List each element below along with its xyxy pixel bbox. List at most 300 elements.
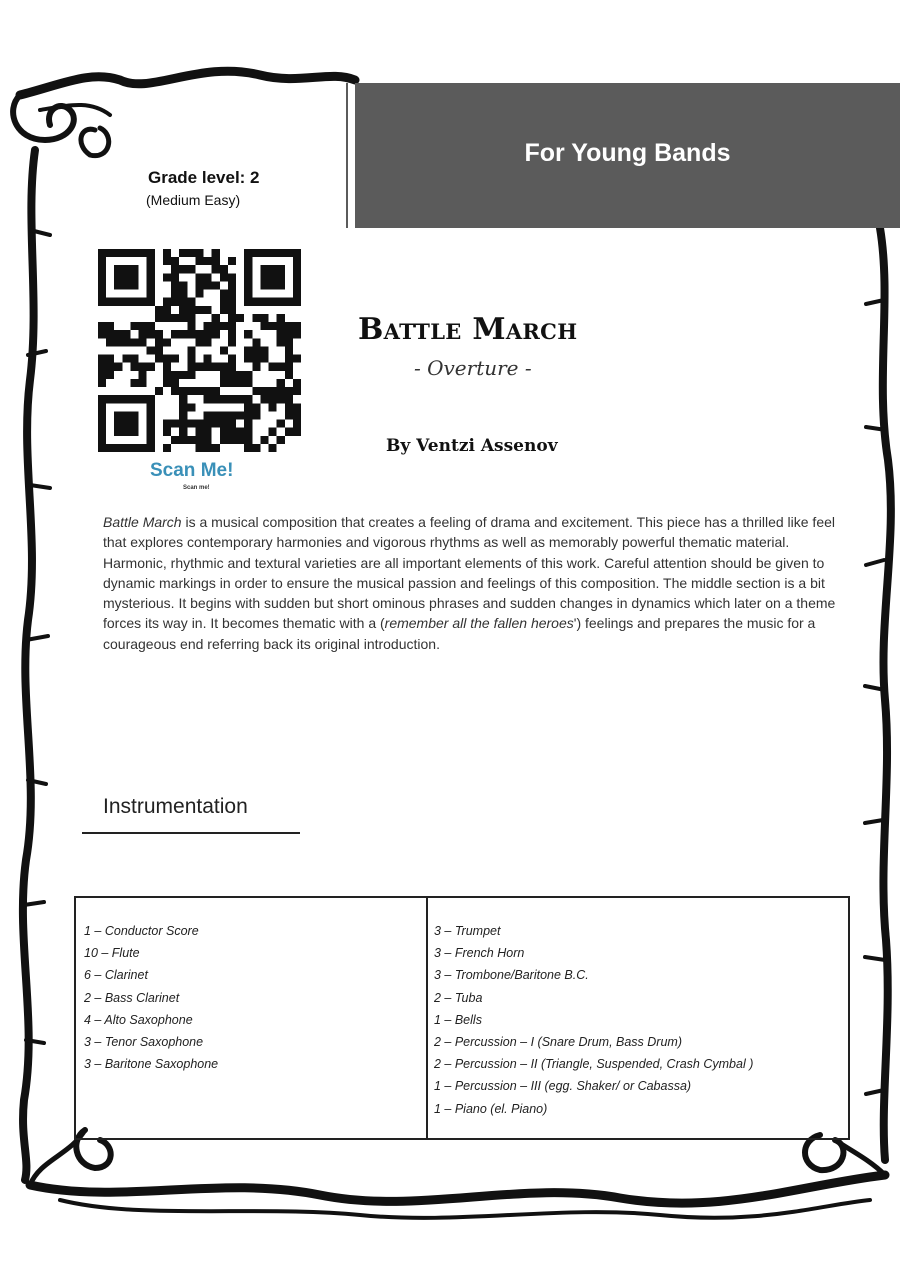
qr-module bbox=[98, 257, 106, 265]
qr-module bbox=[179, 281, 187, 289]
qr-module bbox=[195, 249, 203, 257]
qr-module bbox=[195, 436, 203, 444]
qr-module bbox=[155, 330, 163, 338]
instrument-item: 2 – Percussion – II (Triangle, Suspended, Crash Cymbal ) bbox=[434, 1057, 754, 1072]
qr-module bbox=[277, 379, 285, 387]
qr-module bbox=[163, 444, 171, 452]
qr-module bbox=[204, 395, 212, 403]
qr-module bbox=[293, 265, 301, 273]
qr-module bbox=[130, 273, 138, 281]
qr-module bbox=[228, 411, 236, 419]
qr-module bbox=[285, 411, 293, 419]
qr-module bbox=[236, 379, 244, 387]
qr-module bbox=[179, 436, 187, 444]
qr-module bbox=[163, 420, 171, 428]
qr-module bbox=[212, 387, 220, 395]
qr-module bbox=[269, 363, 277, 371]
qr-module bbox=[277, 338, 285, 346]
description-text-1: is a musical composition that creates a feeling of drama and excitement. This piece has a thrilled like feel that explores contemporary harmonies and vigorous rhythms as well as memorably powerful thematic material. Harmonic, rhythmic and textural varieties are all important elements of this work. Careful attention should be given to dynamic markings in order to ensure the musical passion and feelings of this composition. The middle section is a bit mysterious. It begins with sudden but short ominous phrases and sudden changes in dynamics which later on a theme forces its way in. It becomes thematic with a ( bbox=[103, 514, 836, 632]
qr-module bbox=[179, 298, 187, 306]
qr-module bbox=[293, 298, 301, 306]
qr-module bbox=[114, 363, 122, 371]
qr-module bbox=[293, 387, 301, 395]
qr-module bbox=[147, 322, 155, 330]
qr-module bbox=[285, 395, 293, 403]
qr-module bbox=[244, 420, 252, 428]
instrument-item: 3 – Trombone/Baritone B.C. bbox=[434, 968, 589, 983]
qr-module bbox=[122, 281, 130, 289]
qr-module bbox=[130, 444, 138, 452]
qr-module bbox=[204, 411, 212, 419]
qr-module bbox=[285, 330, 293, 338]
qr-module bbox=[179, 371, 187, 379]
qr-module bbox=[277, 314, 285, 322]
instrument-item: 2 – Tuba bbox=[434, 990, 483, 1005]
qr-module bbox=[163, 338, 171, 346]
qr-module bbox=[130, 265, 138, 273]
instrumentation-column-divider bbox=[426, 898, 428, 1138]
qr-module bbox=[98, 371, 106, 379]
qr-module bbox=[260, 436, 268, 444]
qr-module bbox=[212, 411, 220, 419]
qr-module bbox=[293, 322, 301, 330]
qr-module bbox=[179, 249, 187, 257]
qr-module bbox=[147, 436, 155, 444]
qr-module bbox=[293, 257, 301, 265]
qr-module bbox=[147, 249, 155, 257]
qr-module bbox=[204, 281, 212, 289]
qr-module bbox=[195, 257, 203, 265]
qr-module bbox=[98, 428, 106, 436]
qr-module bbox=[244, 428, 252, 436]
qr-module bbox=[171, 257, 179, 265]
qr-module bbox=[187, 314, 195, 322]
instrument-item: 1 – Bells bbox=[434, 1012, 482, 1027]
qr-module bbox=[260, 273, 268, 281]
qr-module bbox=[244, 281, 252, 289]
qr-module bbox=[277, 436, 285, 444]
qr-module bbox=[122, 249, 130, 257]
qr-module bbox=[252, 363, 260, 371]
qr-module bbox=[260, 346, 268, 354]
qr-module bbox=[236, 314, 244, 322]
qr-module bbox=[122, 273, 130, 281]
qr-module bbox=[228, 281, 236, 289]
qr-module bbox=[187, 355, 195, 363]
qr-code-icon[interactable] bbox=[98, 249, 301, 452]
qr-module bbox=[204, 306, 212, 314]
qr-module bbox=[179, 314, 187, 322]
qr-module bbox=[122, 444, 130, 452]
qr-module bbox=[122, 298, 130, 306]
qr-module bbox=[155, 346, 163, 354]
qr-module bbox=[204, 330, 212, 338]
qr-module bbox=[204, 436, 212, 444]
qr-module bbox=[106, 363, 114, 371]
instrument-item: 4 – Alto Saxophone bbox=[84, 1012, 193, 1027]
qr-module bbox=[236, 411, 244, 419]
qr-module bbox=[122, 411, 130, 419]
qr-module bbox=[277, 330, 285, 338]
qr-module bbox=[269, 395, 277, 403]
qr-module bbox=[171, 314, 179, 322]
qr-module bbox=[139, 322, 147, 330]
qr-module bbox=[252, 298, 260, 306]
qr-module bbox=[228, 306, 236, 314]
qr-module bbox=[163, 273, 171, 281]
qr-module bbox=[195, 420, 203, 428]
qr-module bbox=[171, 298, 179, 306]
qr-module bbox=[244, 265, 252, 273]
qr-module bbox=[147, 403, 155, 411]
qr-module bbox=[269, 403, 277, 411]
qr-module bbox=[163, 355, 171, 363]
qr-module bbox=[260, 322, 268, 330]
qr-module bbox=[293, 379, 301, 387]
qr-module bbox=[171, 387, 179, 395]
instrument-item: 2 – Percussion – I (Snare Drum, Bass Drum) bbox=[434, 1035, 682, 1050]
qr-module bbox=[212, 257, 220, 265]
qr-module bbox=[228, 330, 236, 338]
instrument-item: 10 – Flute bbox=[84, 946, 140, 961]
qr-module bbox=[147, 298, 155, 306]
instrument-item: 3 – Tenor Saxophone bbox=[84, 1035, 204, 1050]
qr-module bbox=[285, 363, 293, 371]
qr-module bbox=[204, 257, 212, 265]
qr-module bbox=[260, 298, 268, 306]
qr-module bbox=[293, 428, 301, 436]
qr-module bbox=[252, 346, 260, 354]
qr-module bbox=[285, 387, 293, 395]
qr-module bbox=[220, 265, 228, 273]
qr-module bbox=[179, 411, 187, 419]
qr-module bbox=[187, 306, 195, 314]
qr-module bbox=[220, 436, 228, 444]
qr-module bbox=[122, 395, 130, 403]
qr-module bbox=[98, 395, 106, 403]
qr-module bbox=[114, 420, 122, 428]
qr-module bbox=[269, 249, 277, 257]
qr-module bbox=[114, 338, 122, 346]
qr-module bbox=[244, 273, 252, 281]
qr-module bbox=[106, 330, 114, 338]
qr-module bbox=[212, 330, 220, 338]
qr-module bbox=[228, 314, 236, 322]
qr-module bbox=[114, 298, 122, 306]
qr-module bbox=[171, 371, 179, 379]
banner-divider bbox=[346, 83, 348, 228]
qr-module bbox=[212, 265, 220, 273]
qr-module bbox=[163, 249, 171, 257]
qr-module bbox=[220, 363, 228, 371]
qr-module bbox=[228, 298, 236, 306]
piece-subtitle: - Overture - bbox=[414, 356, 532, 380]
qr-module bbox=[106, 298, 114, 306]
qr-module bbox=[244, 257, 252, 265]
qr-module bbox=[147, 257, 155, 265]
qr-module bbox=[212, 314, 220, 322]
qr-module bbox=[98, 355, 106, 363]
qr-module bbox=[106, 322, 114, 330]
qr-module bbox=[244, 411, 252, 419]
qr-module bbox=[228, 290, 236, 298]
qr-module bbox=[187, 387, 195, 395]
qr-module bbox=[163, 298, 171, 306]
instrument-item: 3 – French Horn bbox=[434, 946, 525, 961]
qr-module bbox=[98, 363, 106, 371]
qr-module bbox=[179, 306, 187, 314]
qr-module bbox=[220, 273, 228, 281]
qr-module bbox=[285, 403, 293, 411]
qr-module bbox=[130, 363, 138, 371]
qr-module bbox=[139, 338, 147, 346]
qr-module bbox=[195, 428, 203, 436]
qr-module bbox=[155, 387, 163, 395]
qr-module bbox=[139, 379, 147, 387]
qr-module bbox=[220, 346, 228, 354]
qr-module bbox=[204, 273, 212, 281]
qr-module bbox=[220, 428, 228, 436]
qr-module bbox=[260, 281, 268, 289]
qr-module bbox=[130, 322, 138, 330]
qr-module bbox=[195, 290, 203, 298]
qr-module bbox=[187, 265, 195, 273]
qr-module bbox=[187, 371, 195, 379]
qr-module bbox=[220, 379, 228, 387]
qr-module bbox=[228, 420, 236, 428]
qr-module bbox=[228, 355, 236, 363]
qr-module bbox=[195, 444, 203, 452]
qr-module bbox=[187, 249, 195, 257]
qr-module bbox=[269, 387, 277, 395]
qr-module bbox=[171, 355, 179, 363]
qr-module bbox=[139, 330, 147, 338]
qr-module bbox=[212, 249, 220, 257]
qr-module bbox=[98, 249, 106, 257]
qr-module bbox=[130, 420, 138, 428]
qr-module bbox=[147, 346, 155, 354]
qr-module bbox=[179, 265, 187, 273]
qr-module bbox=[228, 338, 236, 346]
qr-module bbox=[269, 273, 277, 281]
qr-module bbox=[147, 444, 155, 452]
qr-module bbox=[187, 436, 195, 444]
qr-module bbox=[106, 371, 114, 379]
qr-module bbox=[228, 379, 236, 387]
qr-module bbox=[147, 428, 155, 436]
qr-module bbox=[114, 330, 122, 338]
qr-module bbox=[269, 428, 277, 436]
qr-module bbox=[171, 330, 179, 338]
qr-module bbox=[130, 411, 138, 419]
qr-module bbox=[244, 403, 252, 411]
qr-module bbox=[147, 273, 155, 281]
qr-module bbox=[277, 322, 285, 330]
qr-module bbox=[155, 355, 163, 363]
qr-module bbox=[204, 363, 212, 371]
qr-module bbox=[155, 306, 163, 314]
qr-module bbox=[293, 290, 301, 298]
qr-module bbox=[277, 298, 285, 306]
qr-module bbox=[228, 257, 236, 265]
qr-module bbox=[155, 338, 163, 346]
qr-module bbox=[163, 306, 171, 314]
qr-module bbox=[212, 281, 220, 289]
description-quote: remember all the fallen heroes bbox=[384, 615, 574, 632]
qr-module bbox=[195, 330, 203, 338]
qr-module bbox=[139, 444, 147, 452]
qr-module bbox=[130, 338, 138, 346]
qr-module bbox=[155, 314, 163, 322]
qr-module bbox=[212, 420, 220, 428]
qr-module bbox=[114, 273, 122, 281]
qr-module bbox=[228, 395, 236, 403]
qr-module bbox=[252, 355, 260, 363]
qr-module bbox=[187, 403, 195, 411]
qr-module bbox=[244, 395, 252, 403]
qr-module bbox=[293, 249, 301, 257]
qr-module bbox=[187, 420, 195, 428]
qr-module bbox=[98, 322, 106, 330]
qr-module bbox=[228, 363, 236, 371]
qr-module bbox=[139, 395, 147, 403]
qr-module bbox=[252, 387, 260, 395]
instrument-item: 6 – Clarinet bbox=[84, 968, 148, 983]
qr-module bbox=[195, 281, 203, 289]
banner-title: For Young Bands bbox=[524, 139, 731, 167]
instrumentation-left-column bbox=[84, 920, 218, 1075]
qr-module bbox=[147, 411, 155, 419]
qr-module bbox=[114, 411, 122, 419]
qr-module bbox=[236, 436, 244, 444]
piece-author: By Ventzi Assenov bbox=[386, 436, 558, 456]
instrumentation-heading: Instrumentation bbox=[103, 795, 248, 818]
qr-module bbox=[293, 281, 301, 289]
qr-module bbox=[122, 428, 130, 436]
qr-module bbox=[122, 338, 130, 346]
qr-module bbox=[228, 428, 236, 436]
qr-module bbox=[212, 395, 220, 403]
qr-module bbox=[147, 395, 155, 403]
qr-module bbox=[139, 249, 147, 257]
qr-module bbox=[285, 428, 293, 436]
qr-module bbox=[187, 322, 195, 330]
qr-module bbox=[204, 428, 212, 436]
qr-module bbox=[277, 363, 285, 371]
qr-module bbox=[147, 281, 155, 289]
qr-module bbox=[187, 346, 195, 354]
qr-module bbox=[220, 411, 228, 419]
instrumentation-underline bbox=[82, 832, 300, 834]
qr-module bbox=[98, 420, 106, 428]
grade-level: Grade level: 2 bbox=[148, 168, 260, 187]
qr-module bbox=[285, 298, 293, 306]
qr-module bbox=[130, 355, 138, 363]
qr-module bbox=[212, 363, 220, 371]
qr-module bbox=[98, 330, 106, 338]
qr-module bbox=[269, 298, 277, 306]
qr-module bbox=[163, 379, 171, 387]
qr-module bbox=[163, 257, 171, 265]
scan-me-small-label: Scan me! bbox=[183, 485, 210, 491]
qr-module bbox=[114, 281, 122, 289]
qr-module bbox=[285, 346, 293, 354]
qr-module bbox=[106, 249, 114, 257]
qr-module bbox=[293, 330, 301, 338]
qr-module bbox=[252, 314, 260, 322]
qr-module bbox=[195, 338, 203, 346]
qr-module bbox=[269, 265, 277, 273]
qr-module bbox=[179, 395, 187, 403]
grade-description: (Medium Easy) bbox=[146, 192, 241, 208]
qr-module bbox=[147, 265, 155, 273]
qr-module bbox=[277, 395, 285, 403]
instrument-item: 3 – Baritone Saxophone bbox=[84, 1057, 219, 1072]
qr-module bbox=[171, 290, 179, 298]
qr-module bbox=[130, 281, 138, 289]
qr-module bbox=[163, 314, 171, 322]
qr-module bbox=[114, 395, 122, 403]
qr-module bbox=[277, 281, 285, 289]
scan-me-label: Scan Me! bbox=[150, 460, 234, 481]
qr-module bbox=[179, 420, 187, 428]
qr-module bbox=[114, 265, 122, 273]
piece-title: Battle March bbox=[358, 312, 578, 347]
qr-module bbox=[260, 265, 268, 273]
qr-module bbox=[98, 436, 106, 444]
instrument-item: 1 – Percussion – III (egg. Shaker/ or Cabassa) bbox=[434, 1079, 692, 1094]
qr-module bbox=[130, 249, 138, 257]
qr-module bbox=[244, 330, 252, 338]
instrumentation-table bbox=[74, 896, 850, 1140]
qr-module bbox=[163, 371, 171, 379]
piece-description bbox=[103, 512, 848, 654]
qr-module bbox=[139, 363, 147, 371]
qr-module bbox=[187, 330, 195, 338]
qr-module bbox=[236, 395, 244, 403]
qr-module bbox=[187, 363, 195, 371]
qr-module bbox=[204, 387, 212, 395]
qr-module bbox=[98, 273, 106, 281]
qr-module bbox=[228, 371, 236, 379]
qr-module bbox=[179, 403, 187, 411]
qr-module bbox=[122, 355, 130, 363]
qr-module bbox=[293, 411, 301, 419]
qr-module bbox=[285, 355, 293, 363]
qr-module bbox=[179, 387, 187, 395]
qr-module bbox=[220, 306, 228, 314]
qr-module bbox=[260, 395, 268, 403]
qr-module bbox=[98, 281, 106, 289]
qr-module bbox=[179, 330, 187, 338]
qr-module bbox=[122, 265, 130, 273]
qr-module bbox=[285, 371, 293, 379]
qr-module bbox=[204, 338, 212, 346]
qr-module bbox=[244, 444, 252, 452]
qr-module bbox=[228, 322, 236, 330]
qr-module bbox=[244, 379, 252, 387]
qr-module bbox=[171, 379, 179, 387]
qr-module bbox=[220, 322, 228, 330]
qr-module bbox=[260, 355, 268, 363]
qr-module bbox=[220, 290, 228, 298]
qr-module bbox=[187, 298, 195, 306]
qr-module bbox=[252, 338, 260, 346]
qr-module bbox=[122, 330, 130, 338]
qr-module bbox=[122, 420, 130, 428]
qr-module bbox=[204, 444, 212, 452]
qr-module bbox=[285, 249, 293, 257]
